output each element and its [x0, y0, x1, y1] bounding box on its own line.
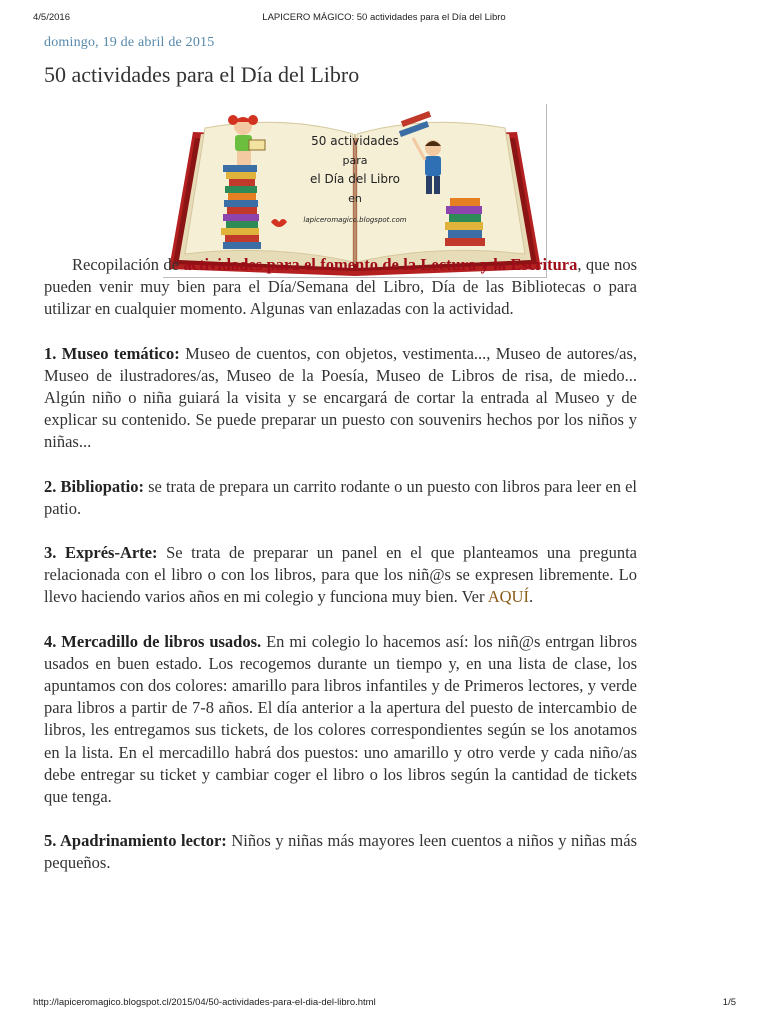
hero-line-1: 50 actividades — [311, 134, 399, 148]
activity-4 — [44, 631, 637, 809]
activity-2-title: 2. Bibliopatio: — [44, 476, 144, 496]
open-book-illustration — [163, 104, 547, 278]
activity-1-title: 1. Museo temático: — [44, 343, 180, 363]
print-date: 4/5/2016 — [33, 12, 70, 23]
print-url: http://lapiceromagico.blogspot.cl/2015/04/50-actividades-para-el-dia-del-libro.html — [33, 997, 376, 1008]
activity-5-text: Niños y niñas más mayores leen cuentos a niños y niñas más pequeños. — [44, 831, 637, 873]
activity-3-text: Se trata de preparar un panel en el que planteamos una pregunta relacionada con el libro o con los libros, para que los niñ@s se expresen libremente. Lo llevo haciendo varios años en mi colegio y funciona muy bien. Ver — [44, 543, 637, 607]
activity-2 — [44, 476, 637, 520]
hero-blog-url: lapiceromagico.blogspot.com — [303, 216, 407, 224]
left-book-stack — [221, 165, 261, 249]
article-body — [44, 254, 637, 897]
open-book-drawing — [163, 104, 547, 278]
activity-2-text: se trata de prepara un carrito rodante o un puesto con libros para leer en el patio. — [44, 476, 637, 518]
print-footer — [0, 997, 768, 1013]
activity-3-title: 3. Exprés-Arte: — [44, 543, 158, 563]
aqui-link[interactable]: AQUÍ — [487, 587, 529, 607]
activity-1-text: Museo de cuentos, con objetos, vestimenta..., Museo de autores/as, Museo de ilustradores/as, Museo de la Poesía, Museo de Libros de risa, de miedo... Algún niño o niña guiará la visita y se encargará de cortar la entrada al Museo y de explicar su contenido. Se puede preparar un puesto con souvenirs hechos por los niños y niñas... — [44, 343, 637, 452]
hero-line-2: para — [342, 154, 368, 167]
intro-highlight: actividades para el fomento de la Lectura y la Escritura — [183, 255, 578, 274]
intro-pre: Recopilación de — [72, 255, 184, 274]
right-book-stack — [445, 198, 485, 246]
hero-line-4: en — [348, 192, 362, 205]
activity-4-title: 4. Mercadillo de libros usados. — [44, 631, 262, 651]
intro-paragraph — [44, 254, 637, 321]
post-title: 50 actividades para el Día del Libro — [44, 62, 360, 87]
activity-5-title: 5. Apadrinamiento lector: — [44, 831, 227, 851]
activity-4-text: En mi colegio lo hacemos así: los niñ@s entrgan libros usados en buen estado. Los recogemos durante un tiempo y, en una lista de clase, los apuntamos con dos colores: amarillo para libros infantiles y de Primeros lectores, y verde para libros a partir de 7-8 años. El día anterior a la apertura del puesto de intercambio de libros, les entregamos sus tickets, de los colores correspondientes según se los anotamos en la lista. En el mercadillo habrá dos puestos: uno amarillo y otro verde y cada niño/as debe entregar su ticket y cambiar coger el libro o los libros según la cantidad de tickets que tenga. — [44, 631, 637, 807]
print-page-title: LAPICERO MÁGICO: 50 actividades para el Día del Libro — [262, 12, 506, 23]
activity-3 — [44, 542, 637, 609]
post-date: domingo, 19 de abril de 2015 — [44, 35, 215, 50]
intro-post: , que nos pueden venir muy bien para el Día/Semana del Libro, Día de las Bibliotecas o para utilizar en cualquier momento. Algunas van enlazadas con la actividad. — [44, 255, 637, 319]
activity-1 — [44, 343, 637, 454]
hero-line-3: el Día del Libro — [309, 172, 401, 186]
activity-3-after: . — [528, 587, 534, 607]
print-page-number: 1/5 — [722, 997, 736, 1008]
activity-5 — [44, 830, 637, 874]
print-header — [0, 12, 768, 28]
